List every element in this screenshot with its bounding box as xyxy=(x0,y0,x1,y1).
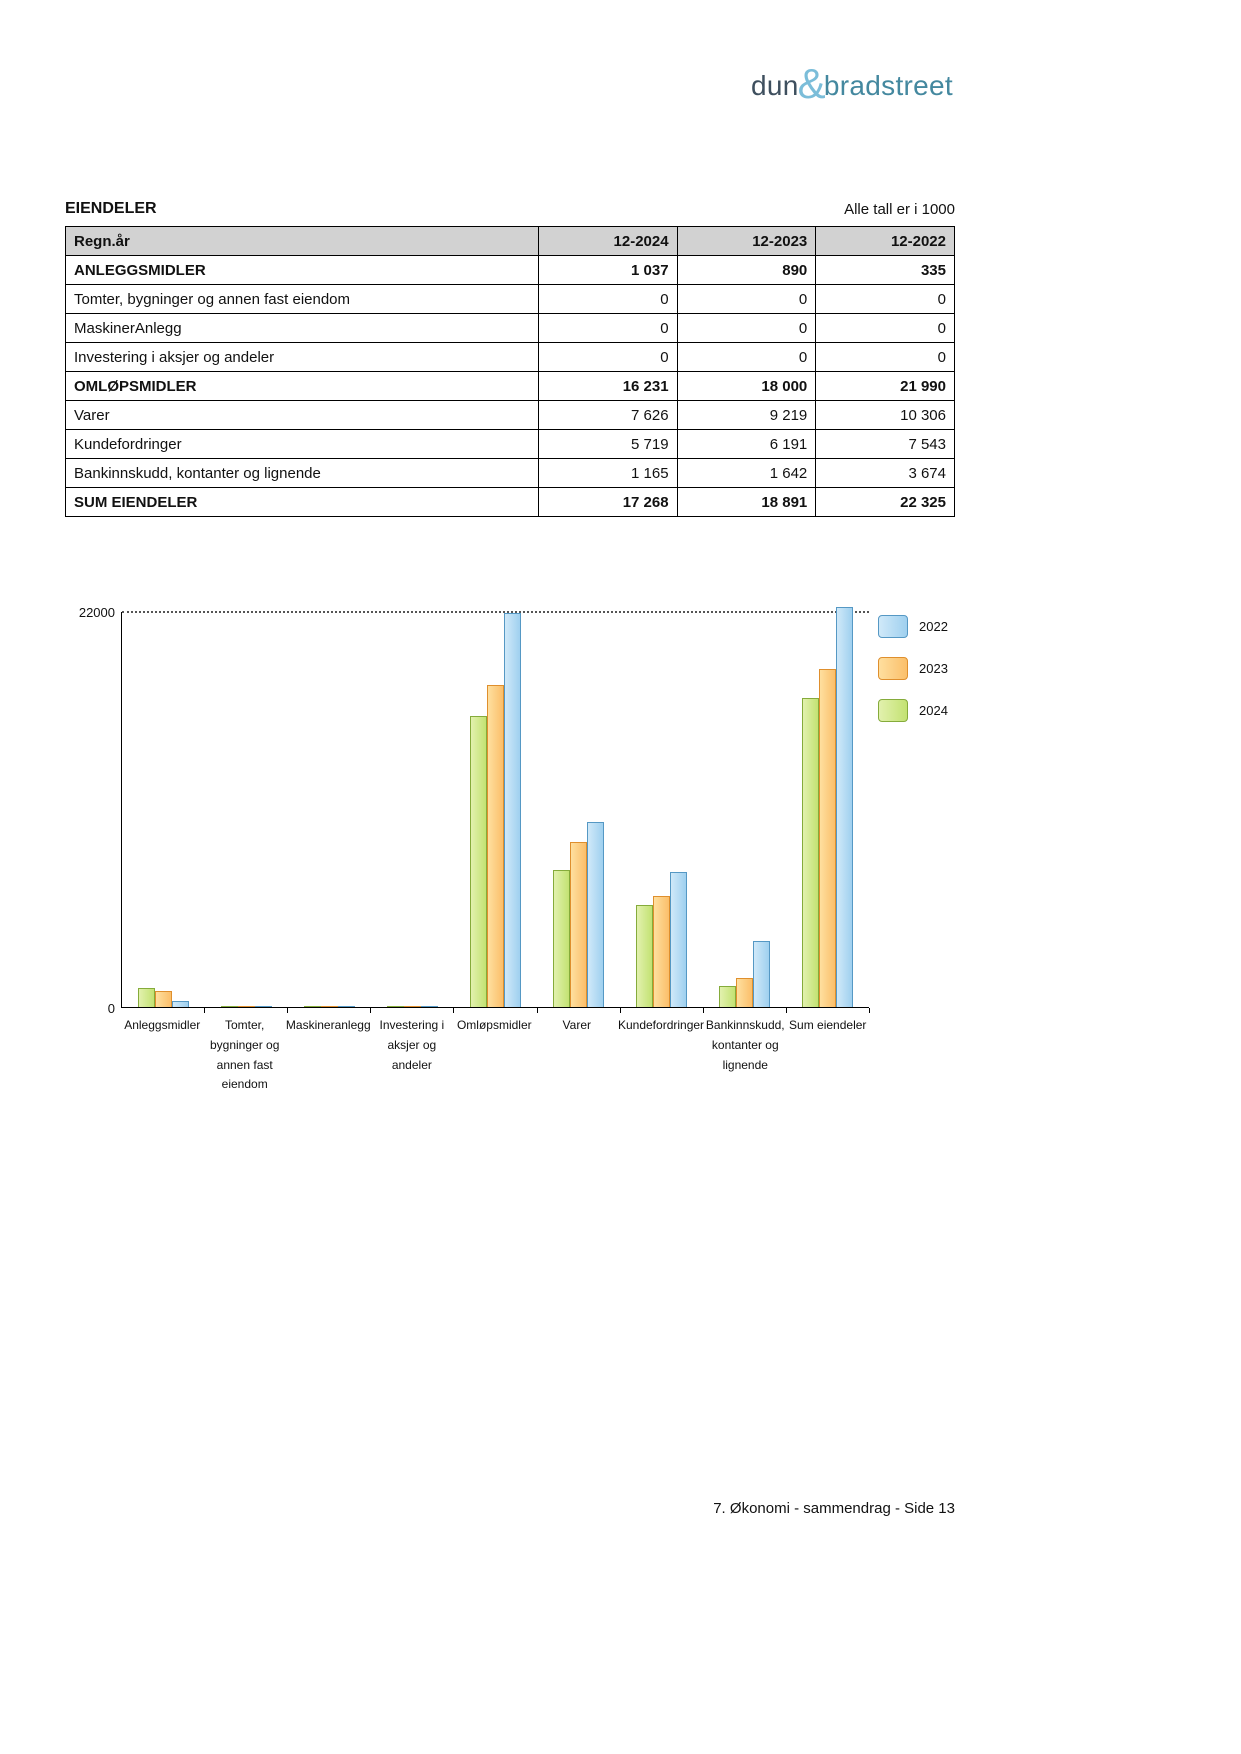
row-value: 21 990 xyxy=(816,372,955,401)
row-label: Kundefordringer xyxy=(66,430,539,459)
row-label: OMLØPSMIDLER xyxy=(66,372,539,401)
table-row xyxy=(66,256,955,285)
x-axis-label: Investering i aksjer og andeler xyxy=(379,1018,445,1072)
row-value: 7 626 xyxy=(538,401,677,430)
row-value: 0 xyxy=(816,285,955,314)
bar-2023 xyxy=(404,1006,421,1007)
dun-and-bradstreet-logo xyxy=(750,60,953,107)
row-label: ANLEGGSMIDLER xyxy=(66,256,539,285)
bar-2024 xyxy=(553,870,570,1007)
column-header-year: 12-2024 xyxy=(538,227,677,256)
table-row xyxy=(66,488,955,517)
x-axis-tick xyxy=(370,1008,371,1013)
assets-bar-chart xyxy=(75,598,1175,1138)
bar-2022 xyxy=(836,607,853,1007)
bar-2022 xyxy=(587,822,604,1007)
bar-2023 xyxy=(238,1006,255,1007)
table-header-row xyxy=(66,227,955,256)
row-label: Bankinnskudd, kontanter og lignende xyxy=(66,459,539,488)
row-label: MaskinerAnlegg xyxy=(66,314,539,343)
x-axis-tick xyxy=(703,1008,704,1013)
row-value: 0 xyxy=(538,314,677,343)
x-axis-tick xyxy=(453,1008,454,1013)
column-header-year: 12-2022 xyxy=(816,227,955,256)
bar-2024 xyxy=(138,988,155,1007)
row-value: 1 037 xyxy=(538,256,677,285)
bar-group xyxy=(205,612,288,1007)
legend-swatch-icon xyxy=(878,615,908,638)
legend-swatch-icon xyxy=(878,657,908,680)
row-value: 0 xyxy=(816,343,955,372)
row-value: 0 xyxy=(677,343,816,372)
row-value: 335 xyxy=(816,256,955,285)
table-row xyxy=(66,343,955,372)
x-axis-tick xyxy=(869,1008,870,1013)
bar-group xyxy=(371,612,454,1007)
bar-2024 xyxy=(221,1006,238,1007)
page-footer: 7. Økonomi - sammendrag - Side 13 xyxy=(713,1500,955,1517)
bar-2023 xyxy=(487,685,504,1007)
row-value: 1 165 xyxy=(538,459,677,488)
bar-2022 xyxy=(421,1006,438,1007)
row-value: 1 642 xyxy=(677,459,816,488)
x-axis-tick xyxy=(287,1008,288,1013)
row-value: 18 891 xyxy=(677,488,816,517)
x-axis-label: Tomter, bygninger og annen fast eiendom xyxy=(209,1018,280,1092)
bar-group xyxy=(703,612,786,1007)
x-axis-label: Sum eiendeler xyxy=(789,1018,867,1032)
bar-group xyxy=(786,612,869,1007)
bar-group xyxy=(454,612,537,1007)
bar-2022 xyxy=(504,613,521,1007)
row-value: 0 xyxy=(677,314,816,343)
bar-group xyxy=(620,612,703,1007)
row-value: 9 219 xyxy=(677,401,816,430)
column-header-regnar: Regn.år xyxy=(66,227,539,256)
bar-2022 xyxy=(670,872,687,1007)
legend-entry-2024 xyxy=(878,698,948,722)
logo-text-bradstreet: bradstreet xyxy=(823,70,953,101)
row-label: Varer xyxy=(66,401,539,430)
row-value: 18 000 xyxy=(677,372,816,401)
row-value: 0 xyxy=(538,343,677,372)
table-row xyxy=(66,401,955,430)
row-value: 6 191 xyxy=(677,430,816,459)
legend-label: 2022 xyxy=(919,618,948,634)
bar-group xyxy=(288,612,371,1007)
row-value: 16 231 xyxy=(538,372,677,401)
row-value: 7 543 xyxy=(816,430,955,459)
legend-entry-2023 xyxy=(878,656,948,680)
bar-group xyxy=(122,612,205,1007)
bar-2024 xyxy=(802,698,819,1007)
bar-2024 xyxy=(304,1006,321,1007)
column-header-year: 12-2023 xyxy=(677,227,816,256)
y-axis-tick-zero: 0 xyxy=(107,1001,115,1016)
row-value: 0 xyxy=(677,285,816,314)
x-axis-tick xyxy=(537,1008,538,1013)
chart-xlabels xyxy=(121,1016,869,1095)
x-axis-tick xyxy=(786,1008,787,1013)
bar-2023 xyxy=(321,1006,338,1007)
legend-swatch-icon xyxy=(878,699,908,722)
bar-2023 xyxy=(653,896,670,1007)
x-axis-label: Bankinnskudd, kontanter og lignende xyxy=(705,1018,785,1072)
x-axis-label: Varer xyxy=(562,1018,591,1032)
bar-2024 xyxy=(719,986,736,1007)
bar-group xyxy=(537,612,620,1007)
bar-2023 xyxy=(155,991,172,1007)
bar-2023 xyxy=(819,669,836,1007)
chart-bar-groups xyxy=(122,612,869,1007)
table-row xyxy=(66,314,955,343)
x-axis-tick xyxy=(204,1008,205,1013)
legend-entry-2022 xyxy=(878,614,948,638)
table-row xyxy=(66,372,955,401)
x-axis-label: Maskineranlegg xyxy=(285,1018,371,1032)
row-value: 0 xyxy=(816,314,955,343)
bar-2023 xyxy=(736,978,753,1007)
chart-plot xyxy=(121,612,869,1008)
bar-2024 xyxy=(387,1006,404,1007)
bar-2022 xyxy=(255,1006,272,1007)
x-axis-label: Kundefordringer xyxy=(617,1018,705,1032)
financial-table xyxy=(65,226,955,517)
row-value: 3 674 xyxy=(816,459,955,488)
row-value: 17 268 xyxy=(538,488,677,517)
bar-2024 xyxy=(470,716,487,1007)
x-axis-tick xyxy=(620,1008,621,1013)
row-value: 890 xyxy=(677,256,816,285)
row-label: Tomter, bygninger og annen fast eiendom xyxy=(66,285,539,314)
bar-2022 xyxy=(753,941,770,1007)
section-title: EIENDELER xyxy=(65,200,157,217)
legend-label: 2024 xyxy=(919,702,948,718)
bar-2023 xyxy=(570,842,587,1007)
table-row xyxy=(66,459,955,488)
row-label: Investering i aksjer og andeler xyxy=(66,343,539,372)
table-header-strip xyxy=(65,200,955,218)
chart-legend xyxy=(878,614,948,740)
row-label: SUM EIENDELER xyxy=(66,488,539,517)
legend-label: 2023 xyxy=(919,660,948,676)
bar-2022 xyxy=(338,1006,355,1007)
financial-table-body xyxy=(66,256,955,517)
table-row xyxy=(66,430,955,459)
x-axis-label: Omløpsmidler xyxy=(456,1018,532,1032)
bar-2024 xyxy=(636,905,653,1007)
row-value: 5 719 xyxy=(538,430,677,459)
y-axis-tick-max: 22000 xyxy=(78,605,115,620)
row-value: 22 325 xyxy=(816,488,955,517)
logo-text-dun: dun xyxy=(750,70,799,101)
row-value: 10 306 xyxy=(816,401,955,430)
x-axis-label: Anleggsmidler xyxy=(124,1018,201,1032)
row-value: 0 xyxy=(538,285,677,314)
units-note: Alle tall er i 1000 xyxy=(844,201,955,218)
logo-ampersand-icon: & xyxy=(797,60,826,107)
table-row xyxy=(66,285,955,314)
bar-2022 xyxy=(172,1001,189,1007)
